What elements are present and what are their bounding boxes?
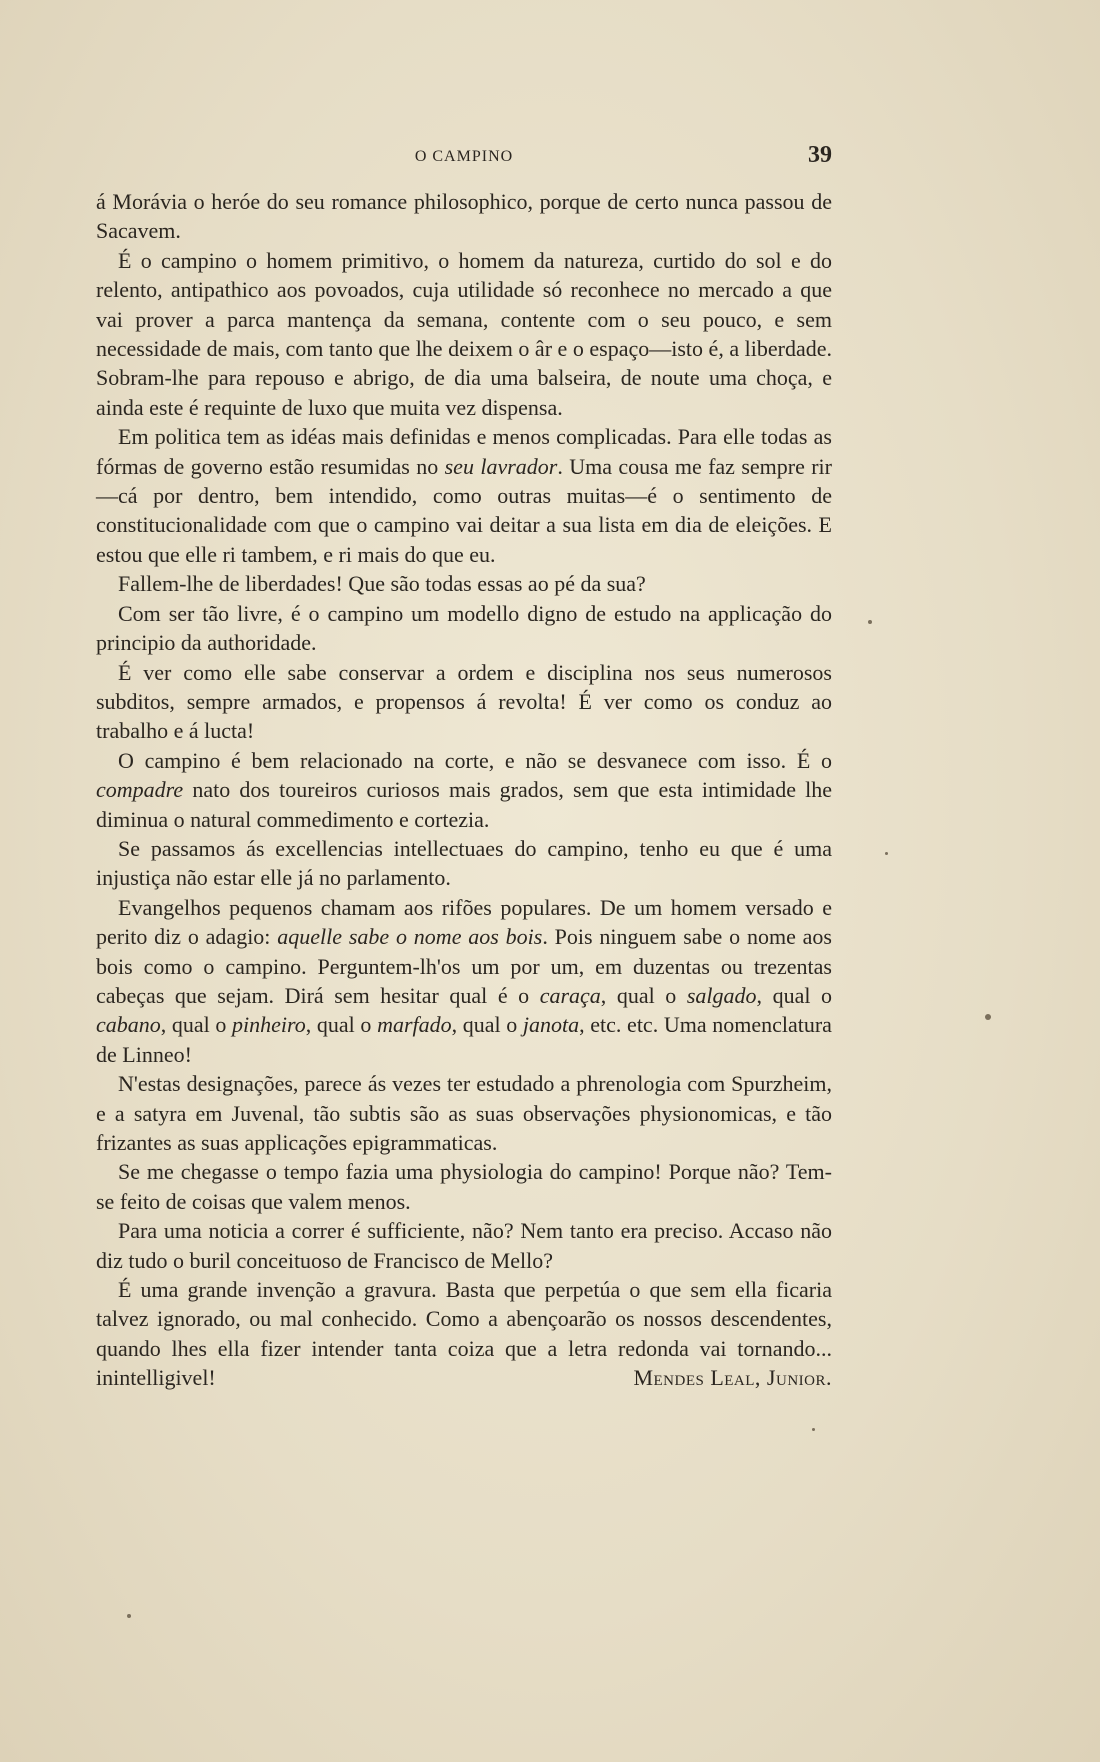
paragraph: Para uma noticia a correr é sufficiente, não? Nem tanto era preciso. Accaso não diz tudo o buril conceituoso de Francisco de Mello?: [96, 1218, 832, 1273]
italic-term: pinheiro: [232, 1012, 306, 1038]
page-number: 39: [808, 142, 832, 168]
paragraph: É uma grande invenção a gravura. Basta que perpetúa o que sem ella ficaria talvez ignorado, ou mal conhecido. Como a abençoarão os nossos descendentes, quando lhes ella fizer intender tanta coiza que a letra redonda vai tornando... inintelligivel! Mendes Leal, Junior.: [96, 1275, 832, 1393]
paragraph: Em politica tem as idéas mais definidas e menos complicadas. Para elle todas as fórmas de governo estão resumidas no seu lavrador. Uma cousa me faz sempre rir—cá por dentro, bem intendido, como outras muitas—é o sentimento de constitucionalidade com que o campino vai deitar a sua lista em dia de eleições. E estou que elle ri tambem, e ri mais do que eu.: [96, 424, 832, 567]
body-text: [96, 187, 832, 1393]
italic-term: seu lavrador: [444, 453, 558, 479]
page-header: [96, 142, 832, 170]
italic-term: marfado: [377, 1012, 452, 1038]
paragraph: É ver como elle sabe conservar a ordem e disciplina nos seus numerosos subditos, sempre armados, e propensos á revolta! É ver como os conduz ao trabalho e á lucta!: [96, 659, 832, 744]
paragraph: á Morávia o heróe do seu romance philosophico, porque de certo nunca passou de Sacavem.: [96, 189, 832, 244]
italic-term: caraça: [539, 982, 601, 1008]
running-title: O CAMPINO: [414, 148, 514, 165]
paragraph: Com ser tão livre, é o campino um modello digno de estudo na applicação do principio da authoridade.: [96, 600, 832, 656]
paragraph: N'estas designações, parece ás vezes ter estudado a phrenologia com Spurzheim, e a satyra em Juvenal, tão subtis são as suas observações physionomicas, e tão frizantes as suas applicações epigrammaticas.: [96, 1071, 832, 1155]
paragraph: O campino é bem relacionado na corte, e não se desvanece com isso. É o compadre nato dos toureiros curiosos mais grados, sem que esta intimidade lhe diminua o natural commedimento e cortezia.: [96, 747, 832, 832]
paper-speck: [812, 1428, 815, 1431]
author-signature: Mendes Leal, Junior.: [633, 1365, 832, 1391]
paragraph: Se me chegasse o tempo fazia uma physiologia do campino! Porque não? Tem-se feito de coisas que valem menos.: [96, 1159, 832, 1214]
italic-term: janota: [522, 1012, 580, 1038]
italic-term: compadre: [96, 777, 184, 803]
paper-speck: [885, 852, 888, 855]
paper-speck: [127, 1614, 131, 1618]
italic-term: salgado: [686, 982, 757, 1008]
paragraph: É o campino o homem primitivo, o homem da natureza, curtido do sol e do relento, antipathico aos povoados, cuja utilidade só reconhece no mercado a que vai prover a parca mantença da semana, contente com o seu pouco, e sem necessidade de mais, com tanto que lhe deixem o âr e o espaço—isto é, a liberdade. Sobram-lhe para repouso e abrigo, de dia uma balseira, de noute uma choça, e ainda este é requinte de luxo que muita vez dispensa.: [96, 247, 832, 420]
italic-term: aquelle sabe o nome aos bois: [277, 924, 543, 950]
paper-speck: [985, 1014, 991, 1020]
paragraph: Evangelhos pequenos chamam aos rifões populares. De um homem versado e perito diz o adagio: aquelle sabe o nome aos bois. Pois ninguem sabe o nome aos bois como o campino. Perguntem-lh'os um por um, em duzentas ou trezentas cabeças que sejam. Dirá sem hesitar qual é o caraça, qual o salgado, qual o cabano, qual o pinheiro, qual o marfado, qual o janota, etc. etc. Uma nomenclatura de Linneo!: [96, 894, 832, 1067]
paper-speck: [868, 620, 872, 624]
italic-term: cabano: [96, 1012, 161, 1038]
paragraph: Se passamos ás excellencias intellectuaes do campino, tenho eu que é uma injustiça não estar elle já no parlamento.: [96, 835, 832, 891]
paragraph: Fallem-lhe de liberdades! Que são todas essas ao pé da sua?: [118, 571, 646, 597]
